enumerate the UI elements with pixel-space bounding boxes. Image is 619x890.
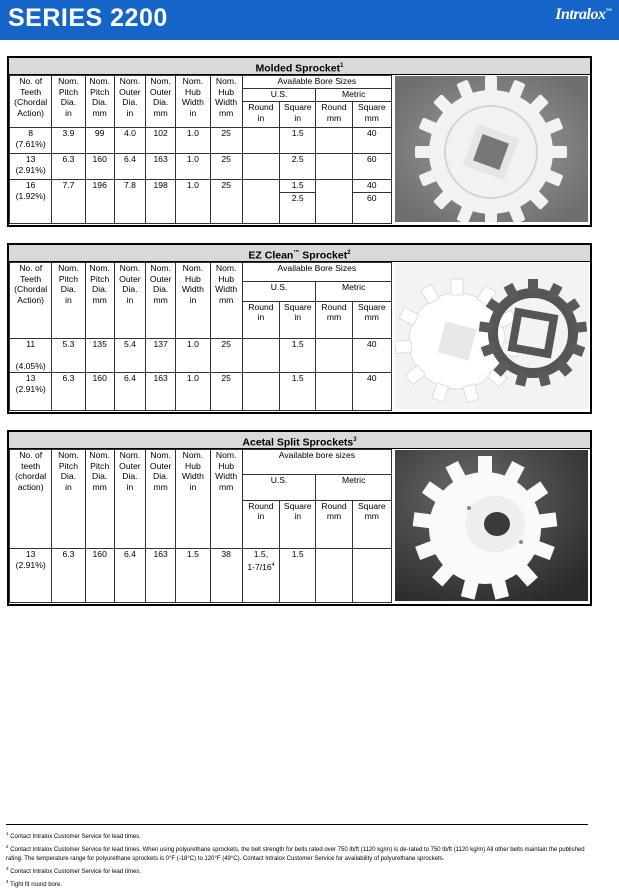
square-in-header: Square in	[280, 500, 316, 548]
bore-sizes-header: Available Bore Sizes	[242, 263, 391, 282]
footnotes	[6, 824, 588, 890]
col-pitch-mm-header: Nom. Pitch Dia. mm	[85, 76, 114, 128]
col-hub-mm-header: Nom. Hub Width mm	[210, 263, 242, 339]
molded-sprocket-section	[7, 56, 592, 227]
page-title: SERIES 2200	[8, 4, 168, 32]
round-mm-header: Round mm	[316, 500, 352, 548]
col-hub-mm-header: Nom. Hub Width mm	[210, 76, 242, 128]
acetal-split-sprockets-title: Acetal Split Sprockets$^3$	[9, 432, 590, 449]
bore-sizes-header: Available Bore Sizes	[242, 76, 391, 89]
square-mm-header: Square mm	[352, 500, 391, 548]
round-in-header: Round in	[242, 500, 279, 548]
col-teeth-header: No. of Teeth (Chordal Action)	[10, 263, 52, 339]
col-pitch-mm-header: Nom. Pitch Dia. mm	[85, 450, 114, 549]
us-header: U.S.	[242, 282, 316, 301]
col-outer-mm-header: Nom. Outer Dia. mm	[146, 263, 176, 339]
col-hub-mm-header: Nom. Hub Width mm	[210, 450, 242, 549]
square-mm-header: Square mm	[352, 102, 391, 127]
col-hub-in-header: Nom. Hub Width in	[176, 450, 210, 549]
ez-clean-sprocket-image	[395, 263, 588, 409]
col-pitch-mm-header: Nom. Pitch Dia. mm	[85, 263, 114, 339]
footnote-4: $^4$ Tight fit round bore.	[6, 879, 62, 888]
col-outer-in-header: Nom. Outer Dia. in	[114, 450, 145, 549]
acetal-split-sprockets-section	[7, 430, 592, 606]
page-header	[0, 0, 619, 40]
metric-header: Metric	[316, 282, 392, 301]
table-row: 13 (2.91%) 6.3 160 6.4 163 1.0 25 1.5 40	[10, 372, 392, 410]
us-header: U.S.	[242, 475, 316, 500]
ez-clean-sprocket-section	[7, 243, 592, 414]
bore-sizes-header: Available bore sizes	[242, 450, 391, 475]
molded-sprocket-image	[395, 76, 588, 222]
ez-clean-sprocket-photo	[395, 263, 588, 409]
round-in-header: Round in	[242, 301, 279, 338]
molded-sprocket-photo	[395, 76, 588, 222]
molded-sprocket-title: Molded Sprocket$^1$	[9, 58, 590, 75]
col-hub-in-header: Nom. Hub Width in	[176, 76, 210, 128]
table-row: 13 (2.91%) 6.3 160 6.4 163 1.0 25 2.5 60	[10, 153, 392, 179]
col-outer-in-header: Nom. Outer Dia. in	[114, 76, 145, 128]
ez-clean-sprocket-table	[9, 262, 392, 411]
col-teeth-header: No. of Teeth (Chordal Action)	[10, 76, 52, 128]
square-in-header: Square in	[280, 102, 316, 127]
table-row: 16 (1.92%) 7.7 196 7.8 198 1.0 25 1.5 2.5 40 60	[10, 180, 392, 224]
col-pitch-in-header: Nom. Pitch Dia. in	[52, 450, 85, 549]
acetal-split-sprocket-image	[395, 450, 588, 601]
footnote-1: $^1$ Contact Intralox Customer Service for lead times.	[6, 831, 141, 840]
footnote-2: $^2$ Contact Intralox Customer Service for lead times. When using polyurethane sprockets, the belt strength for belts rated over 750 lb/ft (1120 kg/m) is de-rated to 750 lb/ft (1120 kg/m) All other belts maintain the published rating. The temperature range for polyurethane sprockets is 0°F (-18°C) to 120°F (49°C). Contact Intralox Customer Service for availability of polyurethane sprockets.	[6, 844, 585, 862]
col-outer-mm-header: Nom. Outer Dia. mm	[146, 450, 176, 549]
footnote-3: $^3$ Contact Intralox Customer Service for lead times.	[6, 866, 141, 875]
round-in-header: Round in	[242, 102, 279, 127]
metric-header: Metric	[316, 89, 392, 102]
ez-clean-sprocket-title: EZ Clean™ Sprocket$^2$	[9, 245, 590, 262]
metric-header: Metric	[316, 475, 392, 500]
us-header: U.S.	[242, 89, 316, 102]
col-outer-mm-header: Nom. Outer Dia. mm	[146, 76, 176, 128]
table-row: 11 (4.05%) 5.3 135 5.4 137 1.0 25 1.5 40	[10, 338, 392, 372]
col-pitch-in-header: Nom. Pitch Dia. in	[52, 263, 85, 339]
col-pitch-in-header: Nom. Pitch Dia. in	[52, 76, 85, 128]
col-teeth-header: No. of teeth (chordal action)	[10, 450, 52, 549]
round-mm-header: Round mm	[316, 102, 352, 127]
round-mm-header: Round mm	[316, 301, 352, 338]
acetal-split-sprocket-photo	[395, 450, 588, 601]
intralox-logo: Intralox™	[555, 6, 611, 23]
table-row: 8 (7.61%) 3.9 99 4.0 102 1.0 25 1.5 40	[10, 127, 392, 153]
acetal-split-sprockets-table	[9, 449, 392, 603]
col-outer-in-header: Nom. Outer Dia. in	[114, 263, 145, 339]
molded-sprocket-table	[9, 75, 392, 224]
square-in-header: Square in	[280, 301, 316, 338]
col-hub-in-header: Nom. Hub Width in	[176, 263, 210, 339]
table-row: 13 (2.91%) 6.3 160 6.4 163 1.5 38 1.5, $1-7/16^4$ 1.5	[10, 548, 392, 602]
square-mm-header: Square mm	[352, 301, 391, 338]
